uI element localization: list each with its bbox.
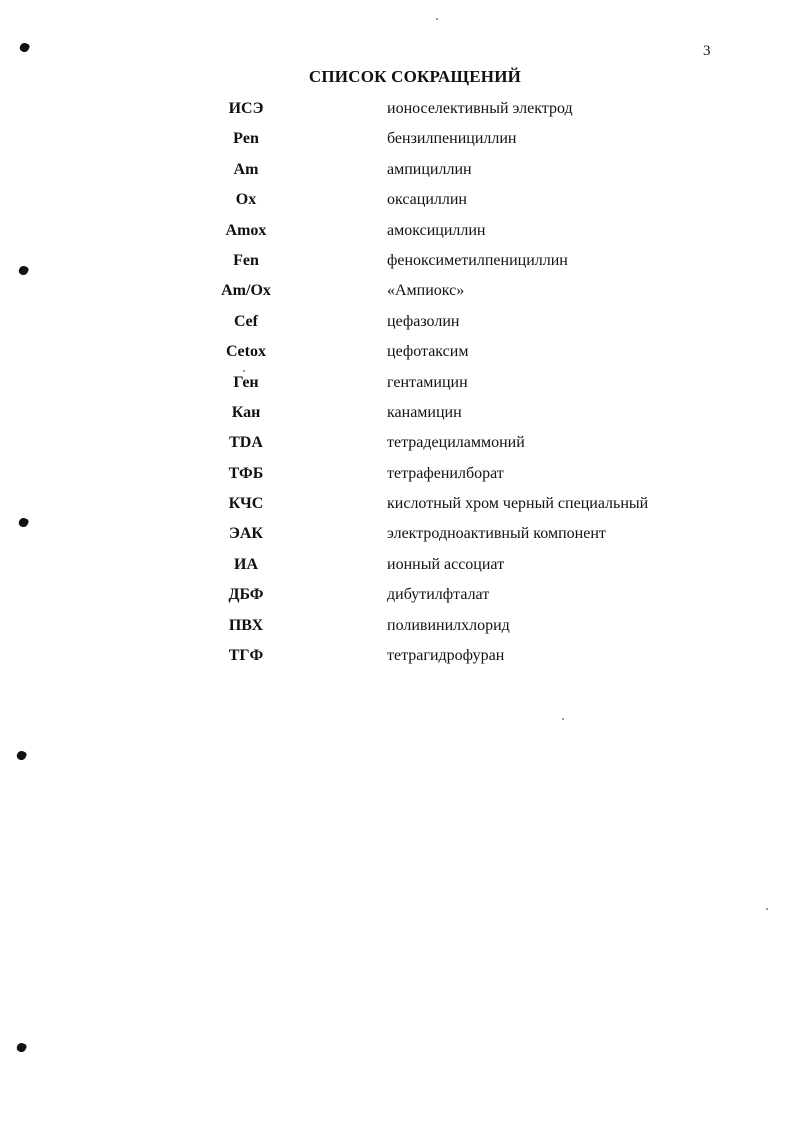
- scan-speck: [562, 718, 564, 720]
- abbreviation-definition: дибутилфталат: [387, 586, 490, 604]
- abbreviation-term: ТГФ: [228, 647, 264, 665]
- abbreviation-row: [0, 432, 793, 462]
- abbreviation-row: [0, 341, 793, 371]
- abbreviation-term: ИА: [234, 555, 258, 573]
- abbreviation-term: ИСЭ: [228, 100, 264, 117]
- abbreviation-row: [0, 220, 793, 250]
- abbreviation-definition: амоксициллин: [387, 221, 486, 239]
- abbreviation-row: [0, 250, 793, 280]
- abbreviation-definition: феноксиметилпенициллин: [387, 251, 568, 269]
- abbreviation-term: Pen: [233, 130, 259, 148]
- abbreviation-definition: тетрагидрофуран: [387, 647, 505, 665]
- abbreviation-row: [0, 463, 793, 493]
- abbreviation-row: [0, 280, 793, 310]
- abbreviation-row: [0, 189, 793, 219]
- abbreviation-definition: поливинилхлорид: [387, 616, 510, 634]
- abbreviation-row: [0, 523, 793, 553]
- abbreviation-definition: тетрадециламмоний: [387, 434, 525, 452]
- scan-speck: [436, 18, 438, 20]
- abbreviation-definition: гентамицин: [387, 373, 468, 391]
- abbreviation-row: [0, 554, 793, 584]
- abbreviation-term: ПВХ: [228, 616, 264, 634]
- abbreviation-definition: тетрафенилборат: [387, 464, 504, 482]
- scan-mark: [16, 1042, 28, 1054]
- abbreviation-definition: цефотаксим: [387, 343, 469, 361]
- abbreviation-term: ТФБ: [228, 464, 264, 482]
- abbreviation-row: [0, 159, 793, 189]
- abbreviation-definition: цефазолин: [387, 312, 460, 330]
- abbreviation-row: [0, 98, 793, 128]
- abbreviation-definition: «Ампиокс»: [387, 282, 465, 300]
- abbreviation-row: [0, 402, 793, 432]
- abbreviation-term: Кан: [231, 403, 261, 421]
- abbreviation-definition: канамицин: [387, 403, 462, 421]
- scan-mark: [16, 750, 28, 762]
- abbreviation-row: [0, 493, 793, 523]
- abbreviation-term: КЧС: [228, 495, 264, 513]
- page-number: 3: [703, 43, 711, 59]
- scan-speck: [766, 908, 768, 910]
- abbreviation-definition: электродноактивный компонент: [387, 525, 606, 543]
- abbreviation-definition: ионоселективный электрод: [387, 100, 573, 117]
- abbreviation-term: ЭАК: [228, 525, 263, 543]
- abbreviation-term: Am: [233, 160, 259, 178]
- abbreviation-row: [0, 645, 793, 675]
- abbreviation-term: Amox: [225, 221, 267, 239]
- abbreviation-definition: кислотный хром черный специальный: [387, 495, 649, 513]
- abbreviation-term: ДБФ: [228, 586, 264, 604]
- abbreviation-definition: оксациллин: [387, 191, 467, 209]
- abbreviation-definition: ионный ассоциат: [387, 555, 505, 573]
- abbreviation-term: TDA: [229, 434, 263, 452]
- abbreviation-term: Cef: [234, 312, 258, 330]
- abbreviation-term: Cetox: [226, 343, 266, 361]
- page-title: СПИСОК СОКРАЩЕНИЙ: [308, 67, 522, 86]
- abbreviation-row: [0, 372, 793, 402]
- abbreviation-term: Am/Ox: [221, 282, 271, 300]
- abbreviation-row: [0, 311, 793, 341]
- abbreviation-row: [0, 584, 793, 614]
- abbreviation-row: [0, 615, 793, 645]
- abbreviation-term: Ox: [235, 191, 257, 209]
- abbreviation-list: [0, 98, 793, 675]
- scan-speck: [243, 370, 245, 372]
- abbreviation-definition: ампициллин: [387, 160, 472, 178]
- abbreviation-term: Fen: [233, 251, 259, 269]
- abbreviation-definition: бензилпенициллин: [387, 130, 517, 148]
- abbreviation-term: Ген: [233, 373, 259, 391]
- scan-mark: [19, 42, 31, 54]
- abbreviation-row: [0, 128, 793, 158]
